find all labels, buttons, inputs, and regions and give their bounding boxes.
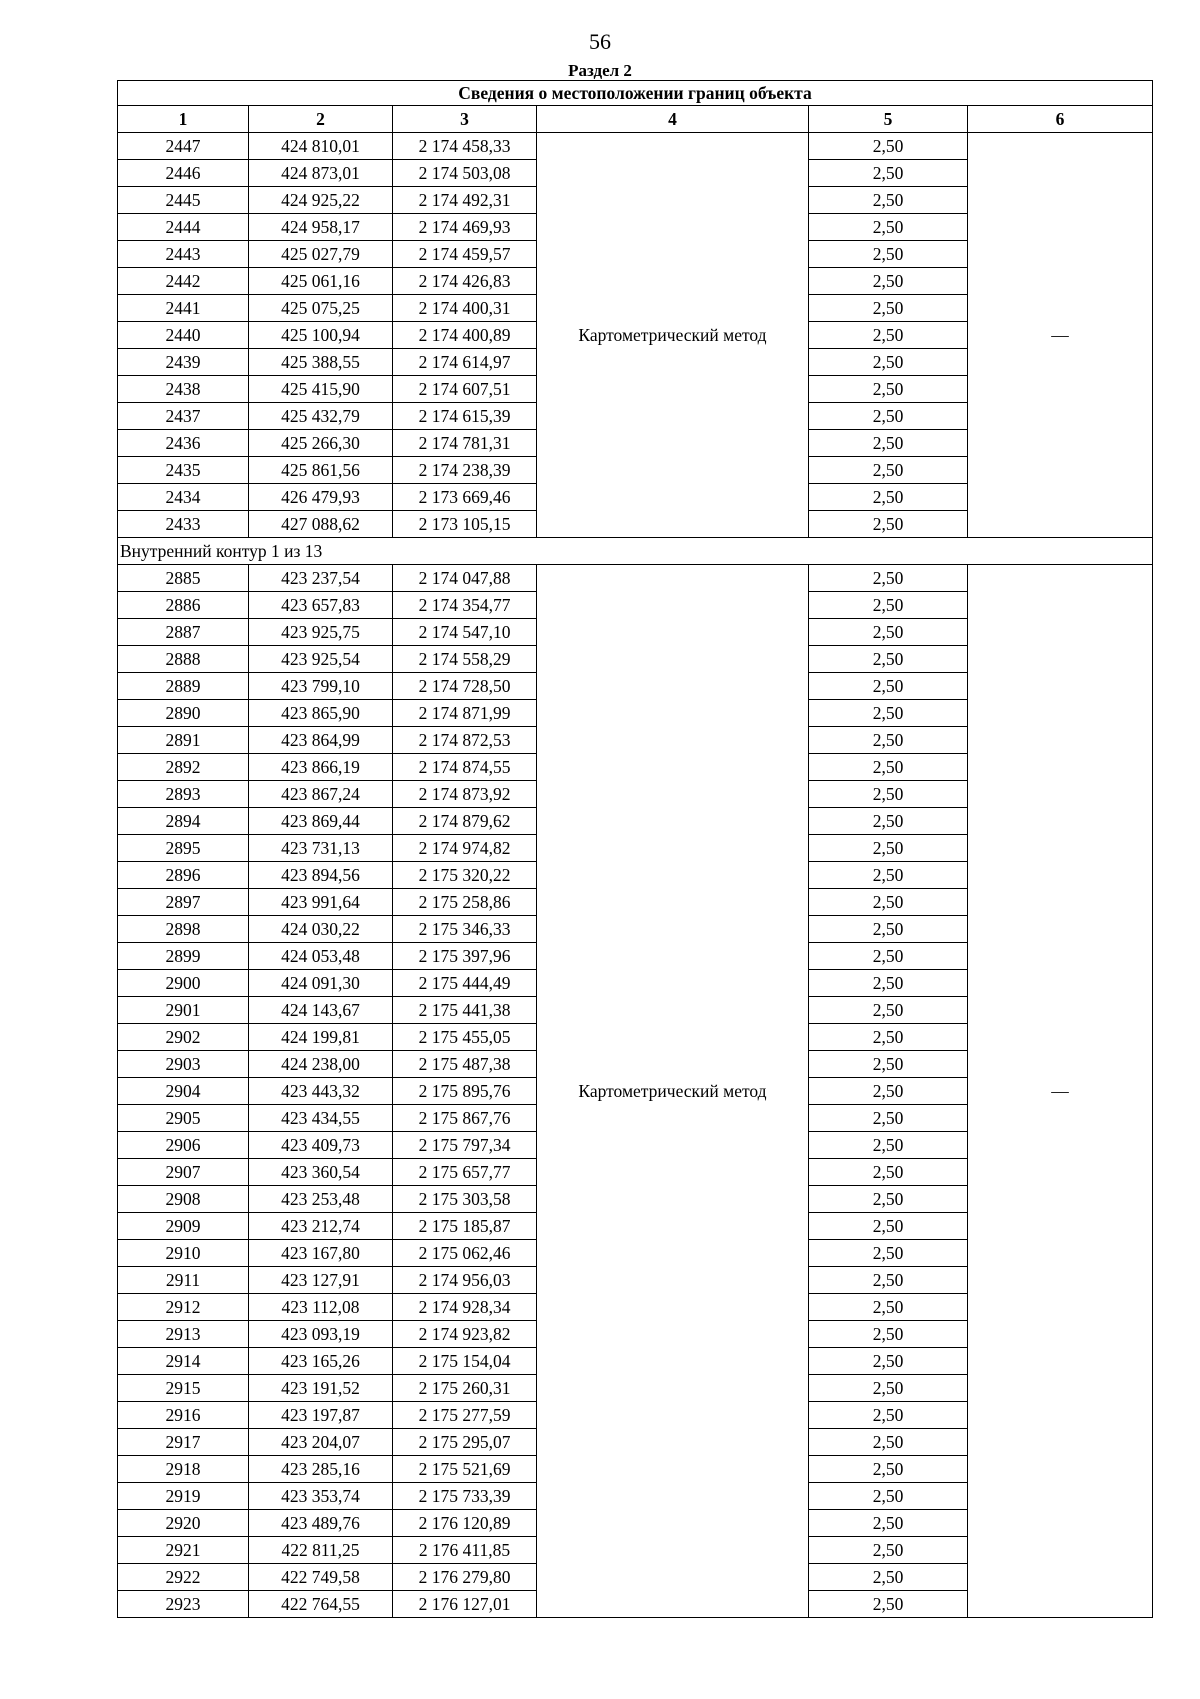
coordinate-y: 2 175 185,87 <box>393 1213 537 1240</box>
point-number: 2897 <box>118 889 249 916</box>
accuracy-value: 2,50 <box>809 403 968 430</box>
accuracy-value: 2,50 <box>809 889 968 916</box>
coordinate-x: 423 191,52 <box>249 1375 393 1402</box>
accuracy-value: 2,50 <box>809 646 968 673</box>
point-number: 2887 <box>118 619 249 646</box>
coordinate-y: 2 174 426,83 <box>393 268 537 295</box>
coordinate-y: 2 175 867,76 <box>393 1105 537 1132</box>
accuracy-value: 2,50 <box>809 349 968 376</box>
point-number: 2436 <box>118 430 249 457</box>
point-number: 2888 <box>118 646 249 673</box>
coordinate-y: 2 174 558,29 <box>393 646 537 673</box>
accuracy-value: 2,50 <box>809 754 968 781</box>
coordinate-x: 423 925,54 <box>249 646 393 673</box>
coordinate-y: 2 175 657,77 <box>393 1159 537 1186</box>
point-number: 2889 <box>118 673 249 700</box>
coordinate-y: 2 173 669,46 <box>393 484 537 511</box>
coordinate-x: 423 127,91 <box>249 1267 393 1294</box>
point-number: 2903 <box>118 1051 249 1078</box>
coordinate-x: 425 415,90 <box>249 376 393 403</box>
accuracy-value: 2,50 <box>809 511 968 538</box>
accuracy-value: 2,50 <box>809 1537 968 1564</box>
coordinate-y: 2 175 895,76 <box>393 1078 537 1105</box>
coordinate-x: 423 285,16 <box>249 1456 393 1483</box>
accuracy-value: 2,50 <box>809 1105 968 1132</box>
coordinate-x: 424 199,81 <box>249 1024 393 1051</box>
accuracy-value: 2,50 <box>809 1213 968 1240</box>
coordinate-x: 423 112,08 <box>249 1294 393 1321</box>
table-row <box>118 133 1153 160</box>
coordinate-y: 2 175 397,96 <box>393 943 537 970</box>
section-title: Раздел 2 <box>568 61 632 80</box>
coordinate-y: 2 174 492,31 <box>393 187 537 214</box>
point-number: 2885 <box>118 565 249 592</box>
accuracy-value: 2,50 <box>809 295 968 322</box>
coordinate-x: 424 925,22 <box>249 187 393 214</box>
coordinate-x: 423 165,26 <box>249 1348 393 1375</box>
column-header-3: 3 <box>393 106 537 133</box>
accuracy-value: 2,50 <box>809 1294 968 1321</box>
accuracy-value: 2,50 <box>809 1240 968 1267</box>
coordinate-y: 2 174 400,31 <box>393 295 537 322</box>
accuracy-value: 2,50 <box>809 565 968 592</box>
point-number: 2891 <box>118 727 249 754</box>
coordinate-y: 2 175 295,07 <box>393 1429 537 1456</box>
coordinate-x: 423 865,90 <box>249 700 393 727</box>
coordinate-x: 424 873,01 <box>249 160 393 187</box>
point-number: 2912 <box>118 1294 249 1321</box>
coordinate-y: 2 174 871,99 <box>393 700 537 727</box>
accuracy-value: 2,50 <box>809 1267 968 1294</box>
accuracy-value: 2,50 <box>809 160 968 187</box>
accuracy-value: 2,50 <box>809 1132 968 1159</box>
accuracy-value: 2,50 <box>809 1159 968 1186</box>
accuracy-value: 2,50 <box>809 1402 968 1429</box>
coordinate-x: 425 432,79 <box>249 403 393 430</box>
coordinate-y: 2 174 874,55 <box>393 754 537 781</box>
coordinate-x: 423 409,73 <box>249 1132 393 1159</box>
table-row <box>118 565 1153 592</box>
point-number: 2922 <box>118 1564 249 1591</box>
point-number: 2902 <box>118 1024 249 1051</box>
coordinate-x: 426 479,93 <box>249 484 393 511</box>
point-number: 2916 <box>118 1402 249 1429</box>
coordinate-x: 425 100,94 <box>249 322 393 349</box>
point-number: 2892 <box>118 754 249 781</box>
coordinate-y: 2 174 503,08 <box>393 160 537 187</box>
coordinate-x: 424 238,00 <box>249 1051 393 1078</box>
method-cell: Картометрический метод <box>537 133 809 538</box>
coordinate-y: 2 174 400,89 <box>393 322 537 349</box>
accuracy-value: 2,50 <box>809 835 968 862</box>
coordinate-y: 2 175 277,59 <box>393 1402 537 1429</box>
coordinate-x: 424 091,30 <box>249 970 393 997</box>
coordinate-y: 2 175 346,33 <box>393 916 537 943</box>
accuracy-value: 2,50 <box>809 1429 968 1456</box>
accuracy-value: 2,50 <box>809 727 968 754</box>
coordinate-x: 423 657,83 <box>249 592 393 619</box>
accuracy-value: 2,50 <box>809 322 968 349</box>
coordinate-x: 423 864,99 <box>249 727 393 754</box>
coordinate-y: 2 174 928,34 <box>393 1294 537 1321</box>
point-number: 2443 <box>118 241 249 268</box>
point-number: 2440 <box>118 322 249 349</box>
accuracy-value: 2,50 <box>809 1510 968 1537</box>
point-number: 2899 <box>118 943 249 970</box>
coordinate-x: 423 167,80 <box>249 1240 393 1267</box>
point-number: 2894 <box>118 808 249 835</box>
coordinate-y: 2 174 354,77 <box>393 592 537 619</box>
coordinate-x: 423 925,75 <box>249 619 393 646</box>
point-number: 2920 <box>118 1510 249 1537</box>
accuracy-value: 2,50 <box>809 673 968 700</box>
column-header-2: 2 <box>249 106 393 133</box>
page-number: 56 <box>589 29 611 54</box>
accuracy-value: 2,50 <box>809 133 968 160</box>
table-caption: Сведения о местоположении границ объекта <box>118 81 1153 106</box>
point-number: 2898 <box>118 916 249 943</box>
point-number: 2917 <box>118 1429 249 1456</box>
coordinate-x: 423 443,32 <box>249 1078 393 1105</box>
coordinate-y: 2 174 879,62 <box>393 808 537 835</box>
coordinate-y: 2 175 303,58 <box>393 1186 537 1213</box>
column-header-6: 6 <box>968 106 1153 133</box>
coordinate-y: 2 176 120,89 <box>393 1510 537 1537</box>
accuracy-value: 2,50 <box>809 457 968 484</box>
boundary-coordinates-table <box>117 80 1153 1618</box>
coordinate-x: 425 266,30 <box>249 430 393 457</box>
point-number: 2904 <box>118 1078 249 1105</box>
coordinate-y: 2 174 872,53 <box>393 727 537 754</box>
coordinate-y: 2 174 923,82 <box>393 1321 537 1348</box>
accuracy-value: 2,50 <box>809 1456 968 1483</box>
coordinate-x: 425 061,16 <box>249 268 393 295</box>
accuracy-value: 2,50 <box>809 943 968 970</box>
point-number: 2896 <box>118 862 249 889</box>
coordinate-y: 2 174 238,39 <box>393 457 537 484</box>
coordinate-x: 423 212,74 <box>249 1213 393 1240</box>
coordinate-x: 424 143,67 <box>249 997 393 1024</box>
point-number: 2918 <box>118 1456 249 1483</box>
column-header-4: 4 <box>537 106 809 133</box>
coordinate-y: 2 176 411,85 <box>393 1537 537 1564</box>
coordinate-x: 423 799,10 <box>249 673 393 700</box>
point-number: 2444 <box>118 214 249 241</box>
coordinate-y: 2 175 797,34 <box>393 1132 537 1159</box>
coordinate-y: 2 176 127,01 <box>393 1591 537 1618</box>
coordinate-y: 2 175 521,69 <box>393 1456 537 1483</box>
accuracy-value: 2,50 <box>809 1321 968 1348</box>
point-number: 2911 <box>118 1267 249 1294</box>
column-6-dash-cell: — <box>968 133 1153 538</box>
point-number: 2908 <box>118 1186 249 1213</box>
coordinate-x: 423 360,54 <box>249 1159 393 1186</box>
coordinate-y: 2 175 487,38 <box>393 1051 537 1078</box>
accuracy-value: 2,50 <box>809 619 968 646</box>
accuracy-value: 2,50 <box>809 484 968 511</box>
column-header-1: 1 <box>118 106 249 133</box>
coordinate-x: 424 810,01 <box>249 133 393 160</box>
coordinate-x: 423 867,24 <box>249 781 393 808</box>
point-number: 2921 <box>118 1537 249 1564</box>
coordinate-y: 2 175 260,31 <box>393 1375 537 1402</box>
accuracy-value: 2,50 <box>809 700 968 727</box>
column-header-row <box>118 106 1153 133</box>
accuracy-value: 2,50 <box>809 214 968 241</box>
coordinate-y: 2 174 607,51 <box>393 376 537 403</box>
point-number: 2442 <box>118 268 249 295</box>
coordinate-y: 2 174 547,10 <box>393 619 537 646</box>
accuracy-value: 2,50 <box>809 1024 968 1051</box>
coordinate-y: 2 174 873,92 <box>393 781 537 808</box>
coordinate-x: 423 253,48 <box>249 1186 393 1213</box>
point-number: 2441 <box>118 295 249 322</box>
coordinate-x: 427 088,62 <box>249 511 393 538</box>
coordinate-x: 424 030,22 <box>249 916 393 943</box>
coordinate-y: 2 174 615,39 <box>393 403 537 430</box>
coordinate-y: 2 174 614,97 <box>393 349 537 376</box>
coordinate-y: 2 174 956,03 <box>393 1267 537 1294</box>
coordinate-y: 2 174 458,33 <box>393 133 537 160</box>
point-number: 2438 <box>118 376 249 403</box>
coordinate-x: 423 894,56 <box>249 862 393 889</box>
point-number: 2900 <box>118 970 249 997</box>
coordinate-y: 2 174 469,93 <box>393 214 537 241</box>
coordinate-x: 425 075,25 <box>249 295 393 322</box>
point-number: 2439 <box>118 349 249 376</box>
coordinate-y: 2 174 781,31 <box>393 430 537 457</box>
coordinate-y: 2 174 459,57 <box>393 241 537 268</box>
point-number: 2446 <box>118 160 249 187</box>
coordinate-y: 2 174 728,50 <box>393 673 537 700</box>
coordinate-x: 422 764,55 <box>249 1591 393 1618</box>
coordinate-x: 423 237,54 <box>249 565 393 592</box>
accuracy-value: 2,50 <box>809 1348 968 1375</box>
accuracy-value: 2,50 <box>809 1591 968 1618</box>
point-number: 2434 <box>118 484 249 511</box>
point-number: 2437 <box>118 403 249 430</box>
contour-label: Внутренний контур 1 из 13 <box>118 538 1153 565</box>
contour-label-row <box>118 538 1153 565</box>
point-number: 2886 <box>118 592 249 619</box>
point-number: 2901 <box>118 997 249 1024</box>
point-number: 2447 <box>118 133 249 160</box>
coordinate-y: 2 175 320,22 <box>393 862 537 889</box>
coordinate-x: 423 869,44 <box>249 808 393 835</box>
point-number: 2433 <box>118 511 249 538</box>
coordinate-y: 2 175 455,05 <box>393 1024 537 1051</box>
coordinate-x: 423 991,64 <box>249 889 393 916</box>
coordinate-x: 423 204,07 <box>249 1429 393 1456</box>
accuracy-value: 2,50 <box>809 970 968 997</box>
coordinate-x: 423 731,13 <box>249 835 393 862</box>
coordinate-x: 422 749,58 <box>249 1564 393 1591</box>
coordinate-y: 2 174 047,88 <box>393 565 537 592</box>
coordinate-x: 425 027,79 <box>249 241 393 268</box>
coordinate-x: 423 353,74 <box>249 1483 393 1510</box>
coordinate-y: 2 175 444,49 <box>393 970 537 997</box>
accuracy-value: 2,50 <box>809 1186 968 1213</box>
point-number: 2445 <box>118 187 249 214</box>
coordinate-x: 425 388,55 <box>249 349 393 376</box>
point-number: 2910 <box>118 1240 249 1267</box>
point-number: 2913 <box>118 1321 249 1348</box>
accuracy-value: 2,50 <box>809 187 968 214</box>
accuracy-value: 2,50 <box>809 376 968 403</box>
point-number: 2923 <box>118 1591 249 1618</box>
coordinate-x: 423 866,19 <box>249 754 393 781</box>
coordinate-y: 2 175 258,86 <box>393 889 537 916</box>
coordinate-x: 423 093,19 <box>249 1321 393 1348</box>
accuracy-value: 2,50 <box>809 1483 968 1510</box>
column-6-dash-cell: — <box>968 565 1153 1618</box>
accuracy-value: 2,50 <box>809 1078 968 1105</box>
point-number: 2915 <box>118 1375 249 1402</box>
column-header-5: 5 <box>809 106 968 133</box>
point-number: 2907 <box>118 1159 249 1186</box>
coordinate-x: 424 053,48 <box>249 943 393 970</box>
table-caption-row <box>118 81 1153 106</box>
coordinate-x: 423 434,55 <box>249 1105 393 1132</box>
coordinate-x: 422 811,25 <box>249 1537 393 1564</box>
coordinate-x: 423 489,76 <box>249 1510 393 1537</box>
coordinate-x: 423 197,87 <box>249 1402 393 1429</box>
coordinate-y: 2 175 441,38 <box>393 997 537 1024</box>
accuracy-value: 2,50 <box>809 916 968 943</box>
point-number: 2919 <box>118 1483 249 1510</box>
coordinate-y: 2 173 105,15 <box>393 511 537 538</box>
accuracy-value: 2,50 <box>809 1375 968 1402</box>
point-number: 2914 <box>118 1348 249 1375</box>
point-number: 2893 <box>118 781 249 808</box>
accuracy-value: 2,50 <box>809 430 968 457</box>
accuracy-value: 2,50 <box>809 1051 968 1078</box>
accuracy-value: 2,50 <box>809 241 968 268</box>
coordinate-y: 2 176 279,80 <box>393 1564 537 1591</box>
accuracy-value: 2,50 <box>809 781 968 808</box>
accuracy-value: 2,50 <box>809 268 968 295</box>
coordinate-y: 2 174 974,82 <box>393 835 537 862</box>
coordinate-y: 2 175 154,04 <box>393 1348 537 1375</box>
accuracy-value: 2,50 <box>809 592 968 619</box>
accuracy-value: 2,50 <box>809 808 968 835</box>
point-number: 2895 <box>118 835 249 862</box>
accuracy-value: 2,50 <box>809 862 968 889</box>
coordinate-y: 2 175 733,39 <box>393 1483 537 1510</box>
point-number: 2435 <box>118 457 249 484</box>
coordinate-y: 2 175 062,46 <box>393 1240 537 1267</box>
point-number: 2890 <box>118 700 249 727</box>
point-number: 2909 <box>118 1213 249 1240</box>
accuracy-value: 2,50 <box>809 997 968 1024</box>
point-number: 2906 <box>118 1132 249 1159</box>
method-cell: Картометрический метод <box>537 565 809 1618</box>
coordinate-x: 425 861,56 <box>249 457 393 484</box>
point-number: 2905 <box>118 1105 249 1132</box>
coordinate-x: 424 958,17 <box>249 214 393 241</box>
accuracy-value: 2,50 <box>809 1564 968 1591</box>
